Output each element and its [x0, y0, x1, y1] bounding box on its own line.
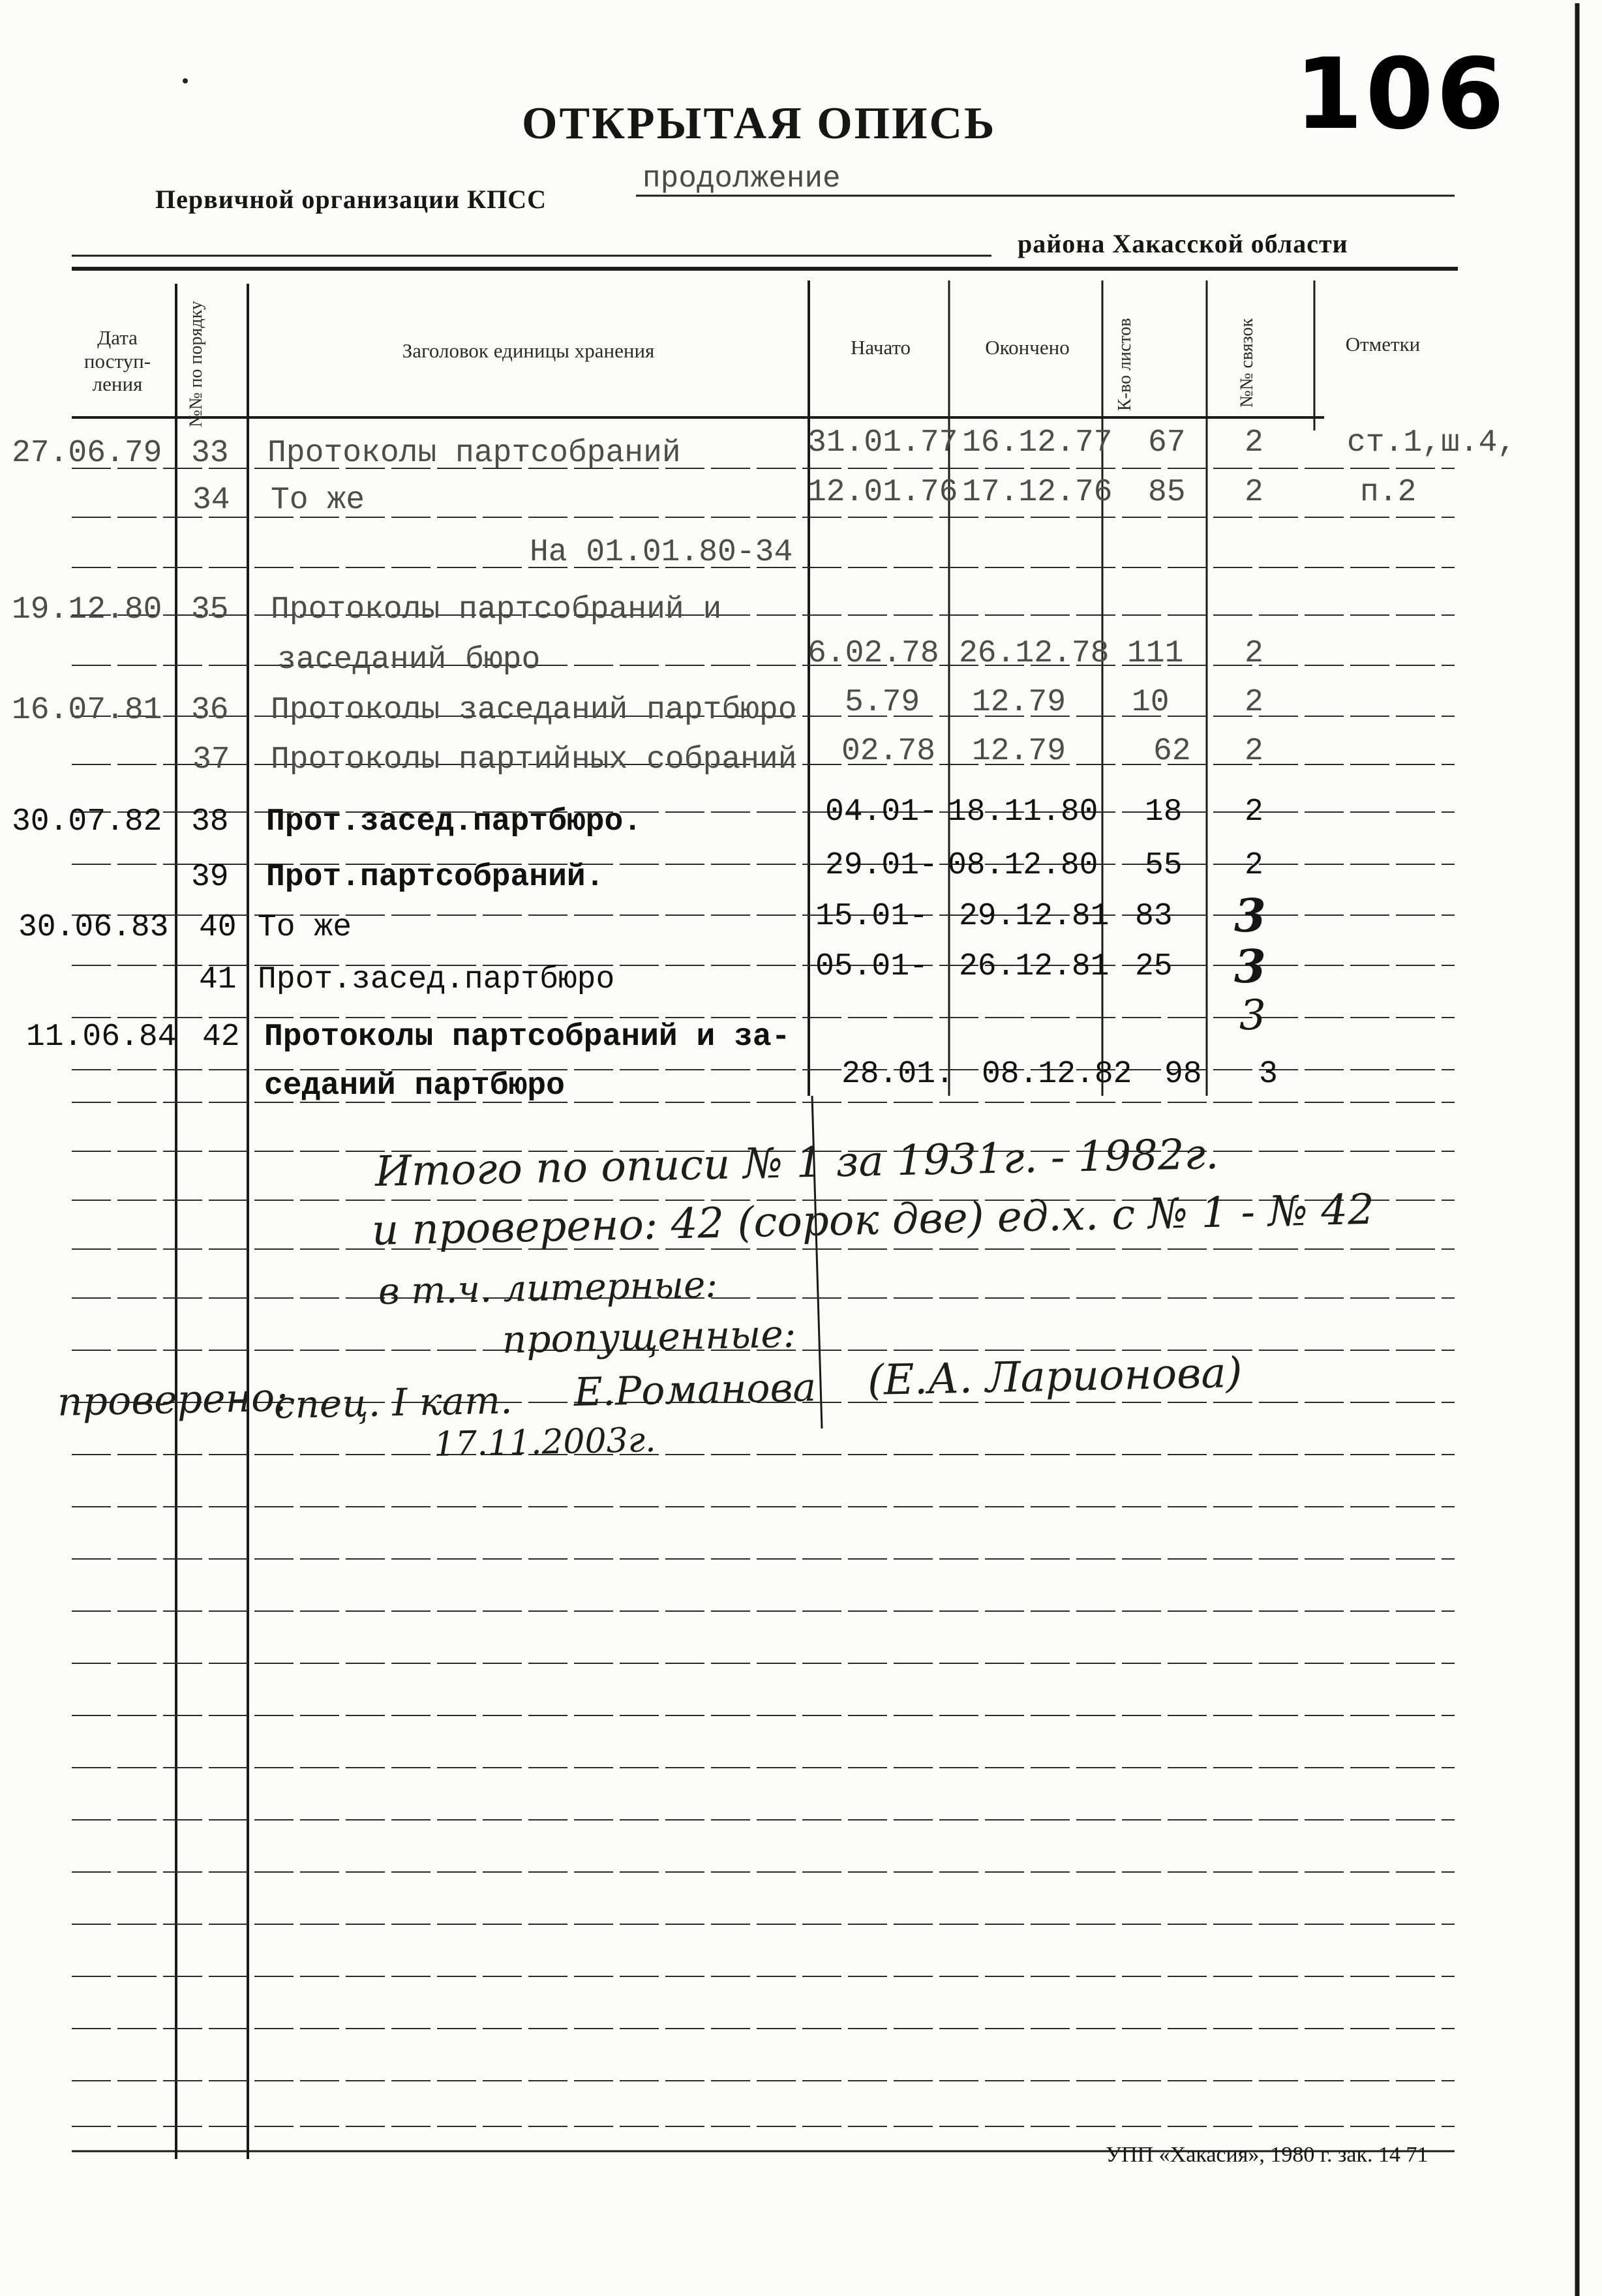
col-header-sheets: К-во листов — [1115, 318, 1135, 411]
cell-sheets: 25 — [1135, 949, 1173, 984]
col-header-date: Дата поступ- ления — [83, 326, 151, 396]
cell-end: 26.12.78 — [959, 636, 1110, 671]
cell-title: Протоколы партсобраний и — [271, 592, 722, 627]
col-header-notes: Отметки — [1345, 333, 1421, 355]
cell-title: Прот.засед.партбюро. — [266, 804, 642, 839]
cell-bundle: 3 — [1259, 1057, 1278, 1092]
cell-sheets: 18 — [1145, 794, 1183, 830]
cell-title-cont: седаний партбюро — [264, 1068, 565, 1104]
cell-start: 05.01- — [815, 949, 928, 984]
cell-title: То же — [271, 483, 365, 518]
cell-title: Протоколы партийных собраний — [271, 742, 797, 778]
cell-title: Протоколы заседаний партбюро — [271, 693, 797, 728]
handwritten-total: Итого по описи № 1 за 1931г. - 1982г. — [374, 1130, 1220, 1196]
cell-start: 02.78 — [841, 734, 936, 769]
cell-bundle: 2 — [1245, 685, 1263, 720]
cell-start: 15.01- — [815, 899, 928, 934]
cell-num: 36 — [191, 693, 229, 728]
cell-sheets: 62 — [1153, 734, 1191, 769]
cell-end: 26.12.81 — [959, 949, 1110, 984]
cell-end: 08.12.82 — [982, 1057, 1132, 1092]
cell-title: Протоколы партсобраний и за- — [264, 1020, 791, 1055]
cell-num: 34 — [192, 483, 230, 518]
cell-sheets: 67 — [1148, 425, 1186, 461]
cell-title: Протоколы партсобраний — [267, 436, 681, 471]
org-label: Первичной организации КПСС — [155, 185, 547, 214]
cell-bundle: 2 — [1245, 734, 1263, 769]
cell-notes: ст.1,ш.4, — [1347, 425, 1517, 461]
cell-title-cont: заседаний бюро — [277, 642, 541, 678]
handwritten-date: 17.11.2003г. — [433, 1420, 657, 1464]
handwritten-missing: пропущенные: — [502, 1311, 796, 1362]
cell-end: 08.12.80 — [948, 848, 1098, 883]
cell-sheets: 83 — [1135, 899, 1173, 934]
cell-num: 41 — [199, 962, 237, 997]
cell-bundle: 2 — [1245, 425, 1263, 461]
cell-sheets: 55 — [1145, 848, 1183, 883]
cell-title: То же — [258, 910, 352, 945]
cell-sheets: 111 — [1127, 636, 1184, 671]
document-title: ОТКРЫТАЯ ОПИСЬ — [522, 98, 997, 149]
cell-end: 18.11.80 — [948, 794, 1098, 830]
handwritten-name: (Е.А. Ларионова) — [867, 1348, 1243, 1405]
org-value: продолжение — [642, 162, 841, 196]
cell-sheets: 10 — [1132, 685, 1170, 720]
cell-start: 29.01- — [825, 848, 938, 883]
cell-date: 30.06.83 — [18, 910, 169, 945]
region-label: района Хакасской области — [1018, 229, 1348, 258]
cell-date: 30.07.82 — [12, 804, 162, 839]
cell-date: 27.06.79 — [12, 436, 162, 471]
cell-end: 17.12.76 — [962, 475, 1113, 510]
cell-bundle: 2 — [1245, 848, 1263, 883]
cell-start: 5.79 — [845, 685, 920, 720]
signature: Е.Романова — [573, 1365, 817, 1415]
sheet-number: 106 — [1295, 38, 1507, 151]
cell-bundle: 2 — [1245, 636, 1263, 671]
cell-end: 12.79 — [972, 685, 1066, 720]
cell-bundle-handwritten: 3 — [1239, 991, 1266, 1040]
handwritten-role: спец. I кат. — [273, 1378, 513, 1427]
cell-sheets: 98 — [1164, 1057, 1202, 1092]
handwritten-checked-by: проверено: — [57, 1374, 289, 1425]
cell-num: 39 — [191, 860, 229, 895]
printer-footer: УПП «Хакасия», 1980 г. зак. 14 71 — [1106, 2143, 1428, 2167]
handwritten-lettered: в т.ч. литерные: — [378, 1263, 718, 1313]
cell-num: 33 — [191, 436, 229, 471]
col-header-heading: Заголовок единицы хранения — [402, 339, 655, 362]
cell-num: 40 — [199, 910, 237, 945]
cell-end: 12.79 — [972, 734, 1066, 769]
cell-date: 19.12.80 — [12, 592, 162, 627]
cell-start: 28.01. — [841, 1057, 954, 1092]
cell-start: 12.01.76 — [808, 475, 958, 510]
handwritten-checked: и проверено: 42 (сорок две) ед.х. с № 1 - № 42 — [371, 1185, 1375, 1255]
cell-num: 35 — [191, 592, 229, 627]
cell-start: 31.01.77 — [808, 425, 958, 461]
cell-start: 6.02.78 — [808, 636, 939, 671]
cell-start: 04.01- — [825, 794, 938, 830]
cell-title: Прот.засед.партбюро — [258, 962, 615, 997]
col-header-bundles: №№ связок — [1237, 318, 1257, 408]
cell-num: 42 — [202, 1020, 240, 1055]
cell-end: 16.12.77 — [962, 425, 1113, 461]
subtotal-note: На 01.01.80-34 — [530, 535, 793, 570]
cell-bundle: 3 — [1234, 939, 1266, 993]
col-header-start: Начато — [850, 336, 911, 359]
cell-title: Прот.партсобраний. — [266, 860, 605, 895]
col-header-end: Окончено — [985, 336, 1070, 359]
cell-num: 38 — [191, 804, 229, 839]
cell-bundle: 3 — [1234, 888, 1266, 943]
cell-bundle: 2 — [1245, 475, 1263, 510]
cell-sheets: 85 — [1148, 475, 1186, 510]
cell-bundle: 2 — [1245, 794, 1263, 830]
cell-end: 29.12.81 — [959, 899, 1110, 934]
cell-date: 16.07.81 — [12, 693, 162, 728]
col-header-num: №№ по порядку — [186, 301, 206, 427]
cell-num: 37 — [192, 742, 230, 778]
cell-date: 11.06.84 — [26, 1020, 177, 1055]
cell-notes: п.2 — [1360, 475, 1417, 510]
